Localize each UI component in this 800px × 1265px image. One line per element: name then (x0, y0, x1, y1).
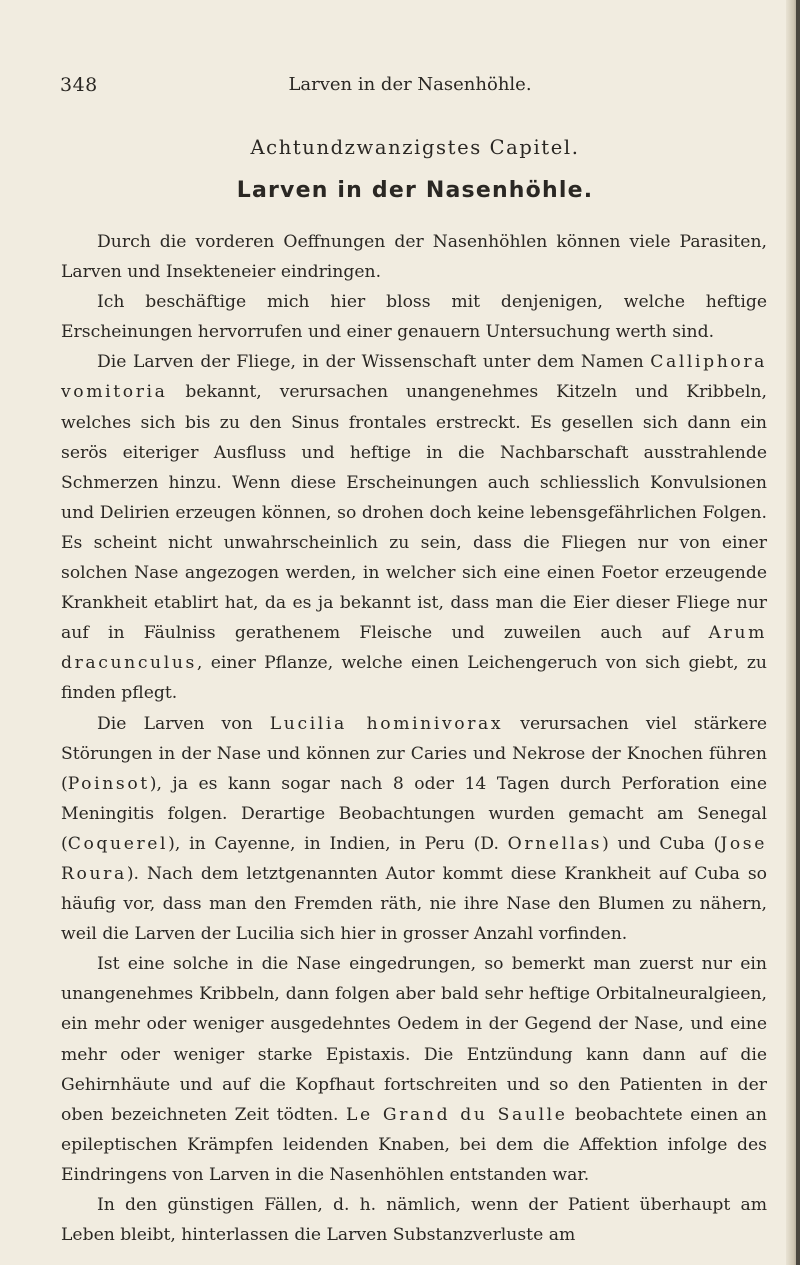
text-run: Die Larven von (97, 713, 270, 734)
running-head (60, 74, 760, 104)
spaced-name: Poinsot (67, 773, 150, 794)
paragraph (61, 227, 767, 287)
spaced-name: Coquerel (67, 833, 169, 854)
text-run: verursachen viel stärkere Störungen in der Nase und können zur Caries und Nekrose der Knochen führen ( (61, 713, 767, 794)
spaced-name: Arum dracunculus (61, 623, 767, 674)
paragraph (61, 1190, 767, 1250)
page-number: 348 (60, 74, 98, 96)
spaced-name: Le Grand du Saulle (346, 1104, 568, 1125)
spaced-name: Calliphora vomitoria (61, 352, 767, 403)
paragraph (61, 709, 767, 950)
text-run: Die Larven der Fliege, in der Wissenschaft unter dem Namen (97, 352, 651, 373)
text-run: Ist eine solche in die Nase eingedrungen, so bemerkt man zuerst nur ein unangenehmes Kribbeln, dann folgen aber bald sehr heftige Orbitalneuralgieen, ein mehr oder weniger ausgedehntes Oedem in der Gegend der Nase, und eine mehr oder weniger starke Epistaxis. Die Entzündung kann dann auf die Gehirnhäute und auf die Kopfhaut fortschreiten und so den Patienten in der oben bezeichneten Zeit tödten. (61, 954, 767, 1125)
spaced-name: Lucilia hominivorax (269, 713, 504, 734)
text-run: In den günstigen Fällen, d. h. nämlich, wenn der Patient überhaupt am Leben bleibt, hinterlassen die Larven Substanzverluste am (61, 1195, 767, 1246)
text-run: ). Nach dem letztgenannten Autor kommt diese Krankheit auf Cuba so häufig vor, dass man den Fremden räth, nie ihre Nase den Blumen zu nähern, weil die Larven der Lucilia sich hier in grosser Anzahl vorfinden. (61, 863, 767, 945)
paragraph (61, 287, 767, 347)
text-run: beobachtete einen an epileptischen Krämpfen leidenden Knaben, bei dem die Affektion infolge des Eindringens von Larven in die Nasenhöhlen entstanden war. (61, 1104, 767, 1185)
page-edge-dark (796, 0, 800, 1265)
text-run: bekannt, verursachen unangenehmes Kitzeln und Kribbeln, welches sich bis zu den Sinus frontales erstreckt. Es gesellen sich dann ein serös eiteriger Ausfluss und heftige in die Nachbarschaft ausstrahlende Schmerzen hinzu. Wenn diese Erscheinungen auch schliesslich Konvulsionen und Delirien erzeugen können, so drohen doch keine lebensgefährlichen Folgen. Es scheint nicht unwahrscheinlich zu sein, dass die Fliegen nur von einer solchen Nase angezogen werden, in welcher sich eine einen Foetor erzeugende Krankheit etablirt hat, da es ja bekannt ist, dass man die Eier dieser Fliege nur auf in Fäulniss gerathenem Fleische und zuweilen auch auf (61, 382, 767, 644)
text-run: ), ja es kann sogar nach 8 oder 14 Tagen durch Perforation eine Meningitis folgen. Derartige Beobachtungen wurden gemacht am Senegal ( (61, 773, 767, 854)
chapter-heading: Achtundzwanzigstes Capitel. (250, 136, 580, 159)
text-run: ), in Cayenne, in Indien, in Peru (D. (168, 833, 508, 854)
section-title: Larven in der Nasenhöhle. (236, 178, 594, 203)
text-run: ) und Cuba ( (602, 833, 721, 854)
text-run: Ich beschäftige mich hier bloss mit denjenigen, welche heftige Erscheinungen hervorrufen und einer genauern Untersuchung werth sind. (61, 292, 767, 343)
paragraph (61, 949, 767, 1190)
paragraph (61, 347, 767, 708)
spaced-name: Jose Roura (61, 833, 767, 884)
text-run: Durch die vorderen Oeffnungen der Nasenhöhlen können viele Parasiten, Larven und Insekteneier eindringen. (61, 232, 767, 283)
body-text (61, 227, 767, 1250)
spaced-name: Ornellas (507, 833, 603, 854)
text-run: , einer Pflanze, welche einen Leichengeruch von sich giebt, zu finden pflegt. (61, 653, 767, 704)
running-title: Larven in der Nasenhöhle. (288, 74, 532, 95)
